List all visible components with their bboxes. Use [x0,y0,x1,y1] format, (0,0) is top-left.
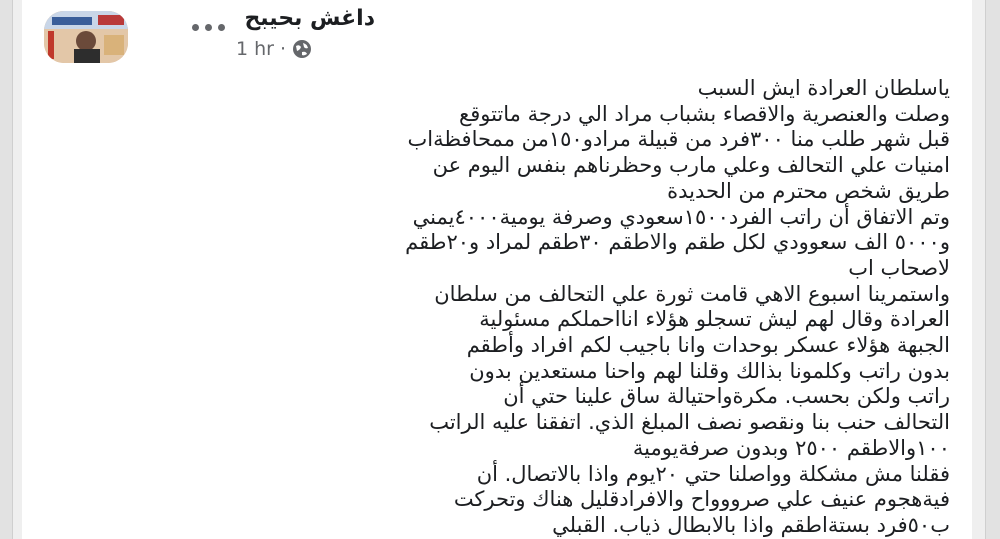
post-text-line: ١٠٠والاطقم ٢٥٠٠ وبدون صرفةيومية [632,435,950,460]
post-text-line: و٥٠٠٠ الف سعوودي لكل طقم والاطقم ٣٠طقم لمراد و٢٠طقم [405,230,950,255]
post-text-line: امنيات علي التحالف وعلي مارب وحظرناهم بنفس اليوم عن [432,153,950,178]
post-text-line: لاصحاب اب [848,255,950,280]
author-name[interactable]: داغش بحيبح [244,6,375,31]
more-options-icon[interactable] [192,14,231,32]
post-text-line: ب٥٠فرد بستةاطقم واذا بالابطال ذياب. القبلي [552,512,950,537]
post-text-line: قبل شهر طلب منا ٣٠٠فرد من قبيلة مرادو١٥٠من ممحافظةاب [407,127,950,152]
post-card [22,0,972,539]
post-text-line: طريق شخص محترم من الحديدة [667,178,950,203]
post-text-line: التحالف حنب بنا ونقصو نصف المبلغ الذي. اتفقنا عليه الراتب [429,410,950,435]
post-text-line: وتم الاتفاق أن راتب الفرد١٥٠٠سعودي وصرفة يومية٤٠٠٠يمني [412,204,950,229]
post-text-line: فيةهجوم عنيف علي صرووواح والافرادقليل هناك وتحركت [453,487,950,512]
globe-icon [292,39,312,59]
post-header [22,0,972,72]
avatar-image [44,11,128,63]
post-text-line: فقلنا مش مشكلة وواصلنا حتي ٢٠يوم واذا بالاتصال. أن [476,461,950,486]
post-text-line: راتب ولكن بحسب. مكرةواحتيالة ساق علينا حتي أن [503,384,950,409]
post-text-line: بدون راتب وكلمونا بذالك وقلنا لهم واحنا مستعدين بدون [469,358,950,383]
post-text-line: ياسلطان العرادة ايش السبب [697,76,950,100]
right-border [985,0,1000,539]
left-border [0,0,13,539]
post-text-line: وصلت والعنصرية والاقصاء بشباب مراد الي درجة ماتتوقع [459,101,950,126]
post-text-line: واستمرينا اسبوع الاهي قامت ثورة علي التحالف من سلطان [434,281,950,306]
post-time[interactable]: 1 hr · [235,38,286,60]
post-text-line: الجبهة هؤلاء عسكر بوحدات وانا باجيب لكم افراد وأطقم [466,333,950,358]
avatar[interactable] [44,11,128,63]
post-text [80,76,950,539]
post-meta [236,38,312,60]
post-text-line: العرادة وقال لهم ليش تسجلو هؤلاء انااحملكم مسئولية [479,307,950,332]
